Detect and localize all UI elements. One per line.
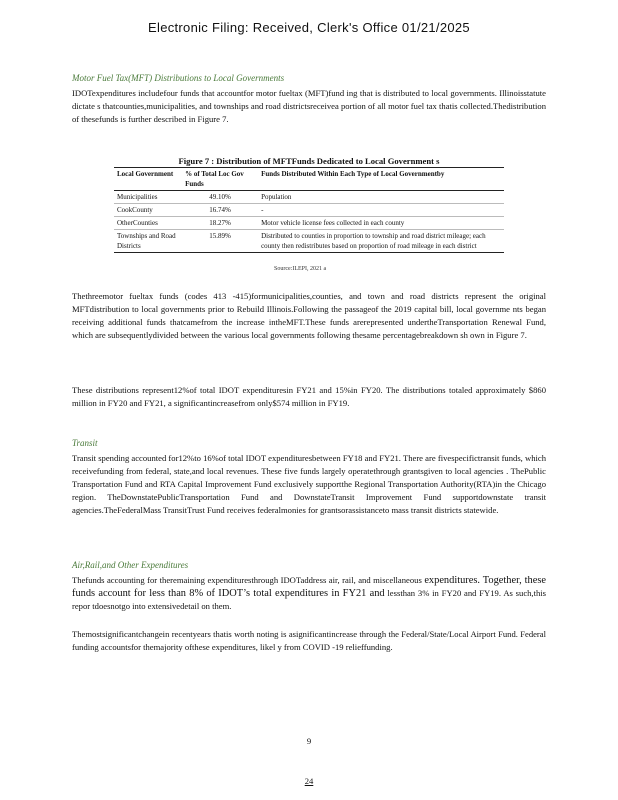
- col-header-pct: % of Total Loc Gov Funds: [182, 168, 258, 191]
- cell-basis: -: [258, 204, 504, 217]
- cell-pct: 16.74%: [182, 204, 258, 217]
- cell-basis: Motor vehicle license fees collected in each county: [258, 217, 504, 230]
- cell-gov: Townships and Road Districts: [114, 230, 182, 253]
- cell-pct: 49.10%: [182, 191, 258, 204]
- figure-source: Source:ILEPI, 2021 a: [274, 266, 327, 272]
- figure-7-title: Figure 7 : Distribution of MFTFunds Dedicated to Local Government s: [178, 156, 440, 166]
- mft-paragraph-3: These distributions represent12%of total IDOT expendituresin FY21 and 15%in FY20. The distributions totaled approximately $860 million in FY20 and FY21, a significantincreasefrom only$574 million in FY19.: [72, 385, 546, 408]
- air-rail-paragraph-2: Themostsignificantchangein recentyears thatis worth noting is asignificantincrease through the Federal/State/Local Airport Fund. Federal funding accountsfor themajority ofthese expenditures, likel y from COVID -19 relieffunding.: [72, 629, 546, 652]
- mft-heading: Motor Fuel Tax(MFT) Distributions to Local Governments: [72, 73, 285, 83]
- table-row: [114, 204, 504, 217]
- page-number: 9: [306, 736, 312, 746]
- table-header-row: [114, 168, 504, 191]
- col-header-basis: Funds Distributed Within Each Type of Local Governmentby: [258, 168, 504, 191]
- air-rail-heading: Air,Rail,and Other Expenditures: [72, 560, 189, 570]
- cell-gov: CookCounty: [114, 204, 182, 217]
- air-rail-text-start: Thefunds accounting for theremaining expendituresthrough IDOTaddress air, rail, and miscellaneous: [72, 575, 422, 585]
- transit-paragraph: Transit spending accounted for12%to 16%of total IDOT expendituresbetween FY18 and FY21. There are fivespecifictransit funds, which receivefunding from federal, state,and local revenues. These five funds largely operatethrough grantsgiven to local agencies . ThePublic Transportation Fund and RTA Capital Improvement Fund exclusively supportthe Regional Transportation Authority(RTA)in the Chicago region. TheDownstatePublicTransportation Fund and DownstateTransit Improvement Fund supportdownstate transit agencies.TheFederalMass TransitTrust Fund receives federalmonies for grantsorassistanceto mass transit districts statewide.: [72, 453, 546, 515]
- mft-paragraph-2: Thethreemotor fueltax funds (codes 413 -415)formunicipalities,counties, and town and road districts represent the original MFTdistribution to local governments prior to Rebuild Illinois.Following the passageof the 2019 capital bill, local governme nts began receiving additional funds thatcamefrom the increase intheMFT.These funds arerepresented undertheTransportation Renewal Fund, which are subsequentlydivided between the various local governments following thesame percentagebreakdown sh own in Figure 7.: [72, 291, 546, 340]
- cell-basis: Distributed to counties in proportion to township and road district mileage; each county then redistributes based on proportion of road mileage in each district: [258, 230, 504, 253]
- transit-heading: Transit: [72, 438, 98, 448]
- air-rail-paragraph: [72, 574, 546, 613]
- mft-paragraph: IDOTexpenditures includefour funds that accountfor motor fueltax (MFT)fund ing that is distributed to local governments. Illinoisstatute dictate s thatcounties,municipalities, and townships and road districtsreceivea portion of all motor fuel tax thatis collected.Thedistribution of thesefunds is further described in Figure 7.: [72, 88, 546, 124]
- cell-pct: 18.27%: [182, 217, 258, 230]
- col-header-gov: Local Government: [114, 168, 182, 191]
- figure-7-table: [114, 167, 504, 253]
- filing-header: Electronic Filing: Received, Clerk's Office 01/21/2025: [148, 20, 470, 35]
- cell-pct: 15.89%: [182, 230, 258, 253]
- footer-page-number: 24: [304, 776, 314, 786]
- cell-gov: Municipalities: [114, 191, 182, 204]
- table-row: [114, 191, 504, 204]
- cell-gov: OtherCounties: [114, 217, 182, 230]
- cell-basis: Population: [258, 191, 504, 204]
- air-rail-text-large: expenditures. Together, these funds account for less than 8% of IDOT’s total expenditures in FY21 and: [72, 575, 546, 599]
- table-row: [114, 217, 504, 230]
- table-row: [114, 230, 504, 253]
- air-rail-text-end: lessthan 3% in FY20 and FY19. As such,this repor tdoesnotgo into extensivedetail on them.: [72, 588, 546, 611]
